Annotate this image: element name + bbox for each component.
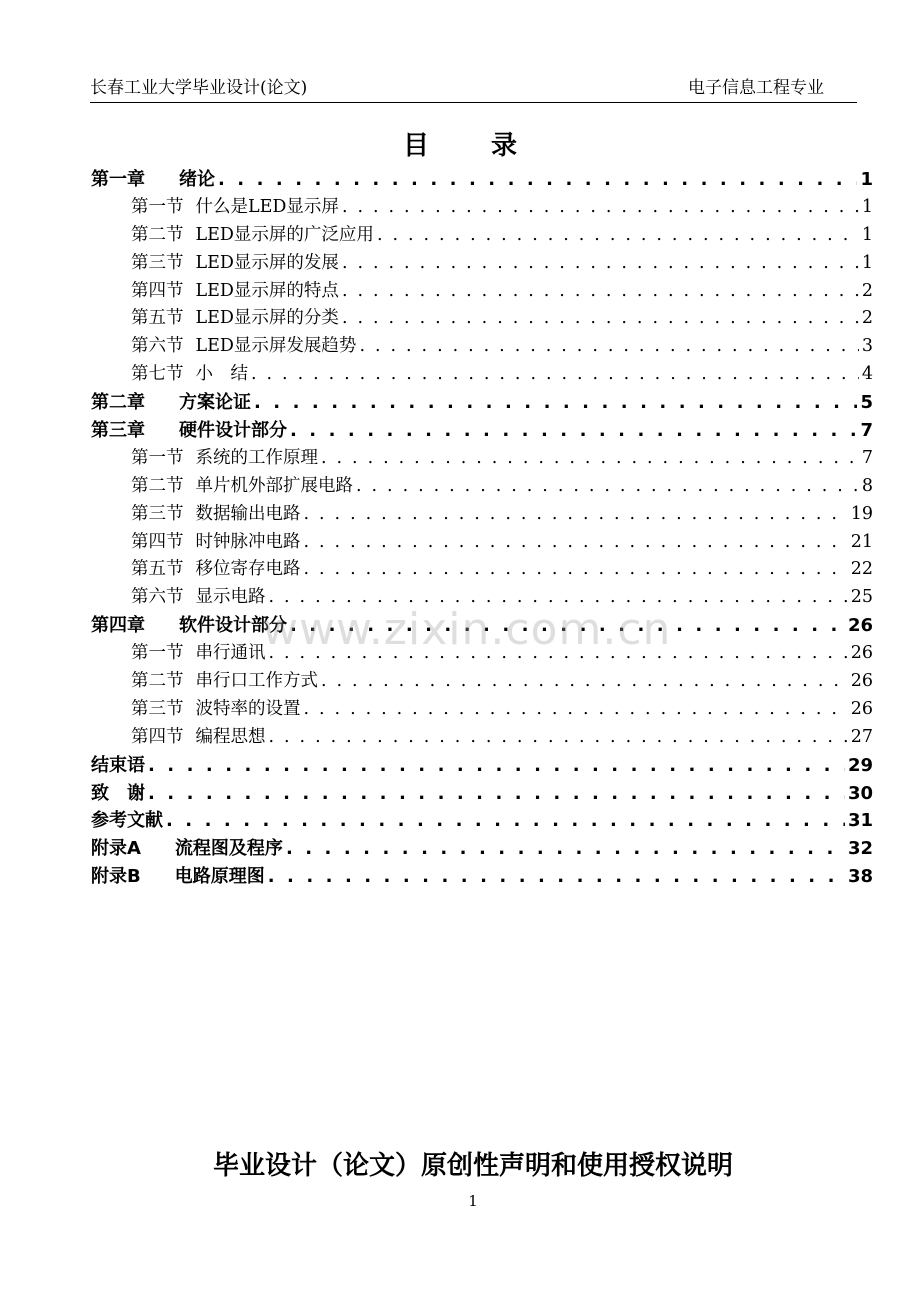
toc-dot-leader (254, 389, 857, 417)
toc-section-entry[interactable] (91, 445, 873, 473)
toc-dot-leader (342, 194, 859, 222)
toc-page-number: 31 (847, 810, 873, 832)
toc-entry-label: 第一节 (131, 196, 184, 217)
toc-entry-label: 结束语 (91, 754, 145, 776)
toc-dot-leader (218, 166, 857, 194)
toc-entry-label: 第七节 (131, 364, 184, 385)
toc-page-number: 1 (860, 169, 873, 190)
statement-title: 毕业设计（论文）原创性声明和使用授权说明 (212, 1151, 733, 1181)
toc-entry-label: 第二节 (131, 671, 184, 692)
toc-section-entry[interactable] (91, 556, 873, 584)
toc-chapter-entry[interactable] (91, 752, 873, 780)
toc-dot-leader (321, 668, 848, 696)
toc-dot-leader (304, 556, 848, 584)
toc-entry-title: 绪论 (179, 169, 215, 190)
toc-chapter-entry[interactable] (91, 807, 873, 835)
toc-entry-title: 什么是LED显示屏 (195, 196, 339, 217)
toc-page-number: 25 (850, 587, 873, 608)
toc-chapter-entry[interactable] (91, 166, 873, 194)
page-number: 1 (468, 1192, 478, 1210)
toc-dot-leader (269, 584, 848, 612)
toc-entry-title: 软件设计部分 (179, 615, 287, 637)
toc-entry-title: 移位寄存电路 (195, 559, 301, 580)
toc-page-number: 21 (850, 531, 873, 552)
toc-dot-leader (356, 473, 859, 501)
toc-entry-label: 第六节 (131, 587, 184, 608)
toc-page-number: 26 (850, 643, 873, 664)
toc-section-entry[interactable] (91, 222, 873, 250)
toc-section-entry[interactable] (91, 194, 873, 222)
toc-dot-leader (304, 696, 848, 724)
toc-chapter-entry[interactable] (91, 417, 873, 445)
toc-section-entry[interactable] (91, 640, 873, 668)
toc-page-number: 1 (861, 224, 873, 245)
toc-chapter-entry[interactable] (91, 835, 873, 863)
toc-entry-label: 第四节 (131, 531, 184, 552)
toc-entry-label: 第二章 (91, 392, 145, 414)
toc-entry-label: 第三章 (91, 420, 145, 442)
toc-entry-title: 系统的工作原理 (195, 447, 318, 468)
toc-section-entry[interactable] (91, 361, 873, 389)
toc-entry-label: 第三节 (131, 252, 184, 273)
toc-entry-label: 第一节 (131, 447, 184, 468)
toc-dot-leader (286, 835, 845, 863)
toc-entry-label: 第六节 (131, 336, 184, 357)
toc-entry-label: 第五节 (131, 308, 184, 329)
watermark: www.zixin.com.cn (262, 604, 672, 655)
table-of-contents (91, 166, 873, 891)
toc-page-number: 22 (850, 559, 873, 580)
toc-page-number: 38 (847, 866, 873, 888)
toc-dot-leader (304, 529, 848, 557)
toc-entry-label: 第五节 (131, 559, 184, 580)
toc-heading-part1: 目 (402, 131, 429, 161)
toc-dot-leader (269, 724, 848, 752)
toc-entry-title: 数据输出电路 (195, 503, 301, 524)
toc-dot-leader (269, 640, 848, 668)
toc-page-number: 26 (850, 671, 873, 692)
toc-entry-label: 第一章 (91, 169, 145, 190)
toc-entry-title: 流程图及程序 (174, 838, 283, 860)
toc-dot-leader (342, 250, 859, 278)
toc-page-number: 19 (850, 503, 873, 524)
toc-page-number: 1 (861, 196, 873, 217)
toc-heading-part2: 录 (491, 131, 518, 161)
toc-dot-leader (342, 305, 859, 333)
toc-heading (0, 128, 920, 164)
toc-entry-title: LED显示屏发展趋势 (195, 336, 357, 357)
toc-entry-label: 第四节 (131, 280, 184, 301)
toc-entry-title: 硬件设计部分 (179, 420, 287, 442)
toc-entry-label: 第二节 (131, 224, 184, 245)
toc-page-number: 7 (860, 420, 873, 442)
toc-section-entry[interactable] (91, 473, 873, 501)
toc-dot-leader (290, 417, 857, 445)
toc-entry-label: 附录B (91, 866, 141, 888)
toc-entry-label: 致 谢 (91, 782, 145, 804)
header-school-title: 长春工业大学毕业设计(论文) (90, 78, 308, 98)
toc-page-number: 7 (861, 447, 873, 468)
toc-section-entry[interactable] (91, 696, 873, 724)
toc-dot-leader (166, 807, 845, 835)
toc-entry-title: 单片机外部扩展电路 (195, 475, 353, 496)
toc-page-number: 1 (861, 252, 873, 273)
toc-entry-title: 方案论证 (179, 392, 251, 414)
toc-page-number: 26 (850, 698, 873, 719)
toc-entry-label: 第四章 (91, 615, 145, 637)
toc-section-entry[interactable] (91, 278, 873, 306)
page-header (90, 76, 857, 103)
toc-page-number: 32 (847, 838, 873, 860)
toc-page-number: 29 (847, 754, 873, 776)
toc-page-number: 3 (861, 336, 873, 357)
toc-page-number: 4 (861, 364, 873, 385)
toc-entry-label: 第一节 (131, 643, 184, 664)
toc-entry-label: 第二节 (131, 475, 184, 496)
toc-entry-title: 时钟脉冲电路 (195, 531, 301, 552)
toc-entry-label: 第三节 (131, 698, 184, 719)
toc-section-entry[interactable] (91, 501, 873, 529)
toc-dot-leader (342, 278, 859, 306)
toc-entry-title: LED显示屏的分类 (195, 308, 339, 329)
toc-dot-leader (148, 780, 845, 808)
toc-entry-label: 第三节 (131, 503, 184, 524)
toc-page-number: 30 (847, 782, 873, 804)
toc-page-number: 8 (861, 475, 873, 496)
toc-dot-leader (321, 445, 859, 473)
toc-entry-label: 附录A (91, 838, 141, 860)
toc-section-entry[interactable] (91, 584, 873, 612)
toc-section-entry[interactable] (91, 333, 873, 361)
toc-entry-title: 串行口工作方式 (195, 671, 318, 692)
toc-page-number: 2 (861, 308, 873, 329)
toc-section-entry[interactable] (91, 529, 873, 557)
toc-dot-leader (251, 361, 859, 389)
toc-page-number: 2 (861, 280, 873, 301)
toc-page-number: 5 (860, 392, 873, 414)
toc-dot-leader (268, 863, 845, 891)
toc-entry-label: 参考文献 (91, 810, 163, 832)
toc-page-number: 26 (847, 615, 873, 637)
toc-entry-title: LED显示屏的广泛应用 (195, 224, 374, 245)
toc-section-entry[interactable] (91, 724, 873, 752)
toc-entry-title: 电路原理图 (174, 866, 265, 888)
toc-chapter-entry[interactable] (91, 780, 873, 808)
toc-dot-leader (377, 222, 859, 250)
toc-section-entry[interactable] (91, 250, 873, 278)
toc-section-entry[interactable] (91, 305, 873, 333)
toc-entry-title: 串行通讯 (195, 643, 266, 664)
toc-entry-title: 编程思想 (195, 726, 266, 747)
toc-entry-label: 第四节 (131, 726, 184, 747)
toc-chapter-entry[interactable] (91, 612, 873, 640)
toc-dot-leader (359, 333, 858, 361)
toc-entry-title: 波特率的设置 (195, 698, 301, 719)
toc-entry-title: LED显示屏的发展 (195, 252, 339, 273)
toc-entry-title: 小 结 (195, 364, 248, 385)
toc-page-number: 27 (850, 726, 873, 747)
toc-dot-leader (304, 501, 848, 529)
toc-chapter-entry[interactable] (91, 863, 873, 891)
toc-entry-title: LED显示屏的特点 (195, 280, 339, 301)
toc-section-entry[interactable] (91, 668, 873, 696)
toc-chapter-entry[interactable] (91, 389, 873, 417)
toc-dot-leader (148, 752, 845, 780)
toc-entry-title: 显示电路 (195, 587, 266, 608)
header-major: 电子信息工程专业 (688, 78, 824, 98)
toc-dot-leader (290, 612, 845, 640)
